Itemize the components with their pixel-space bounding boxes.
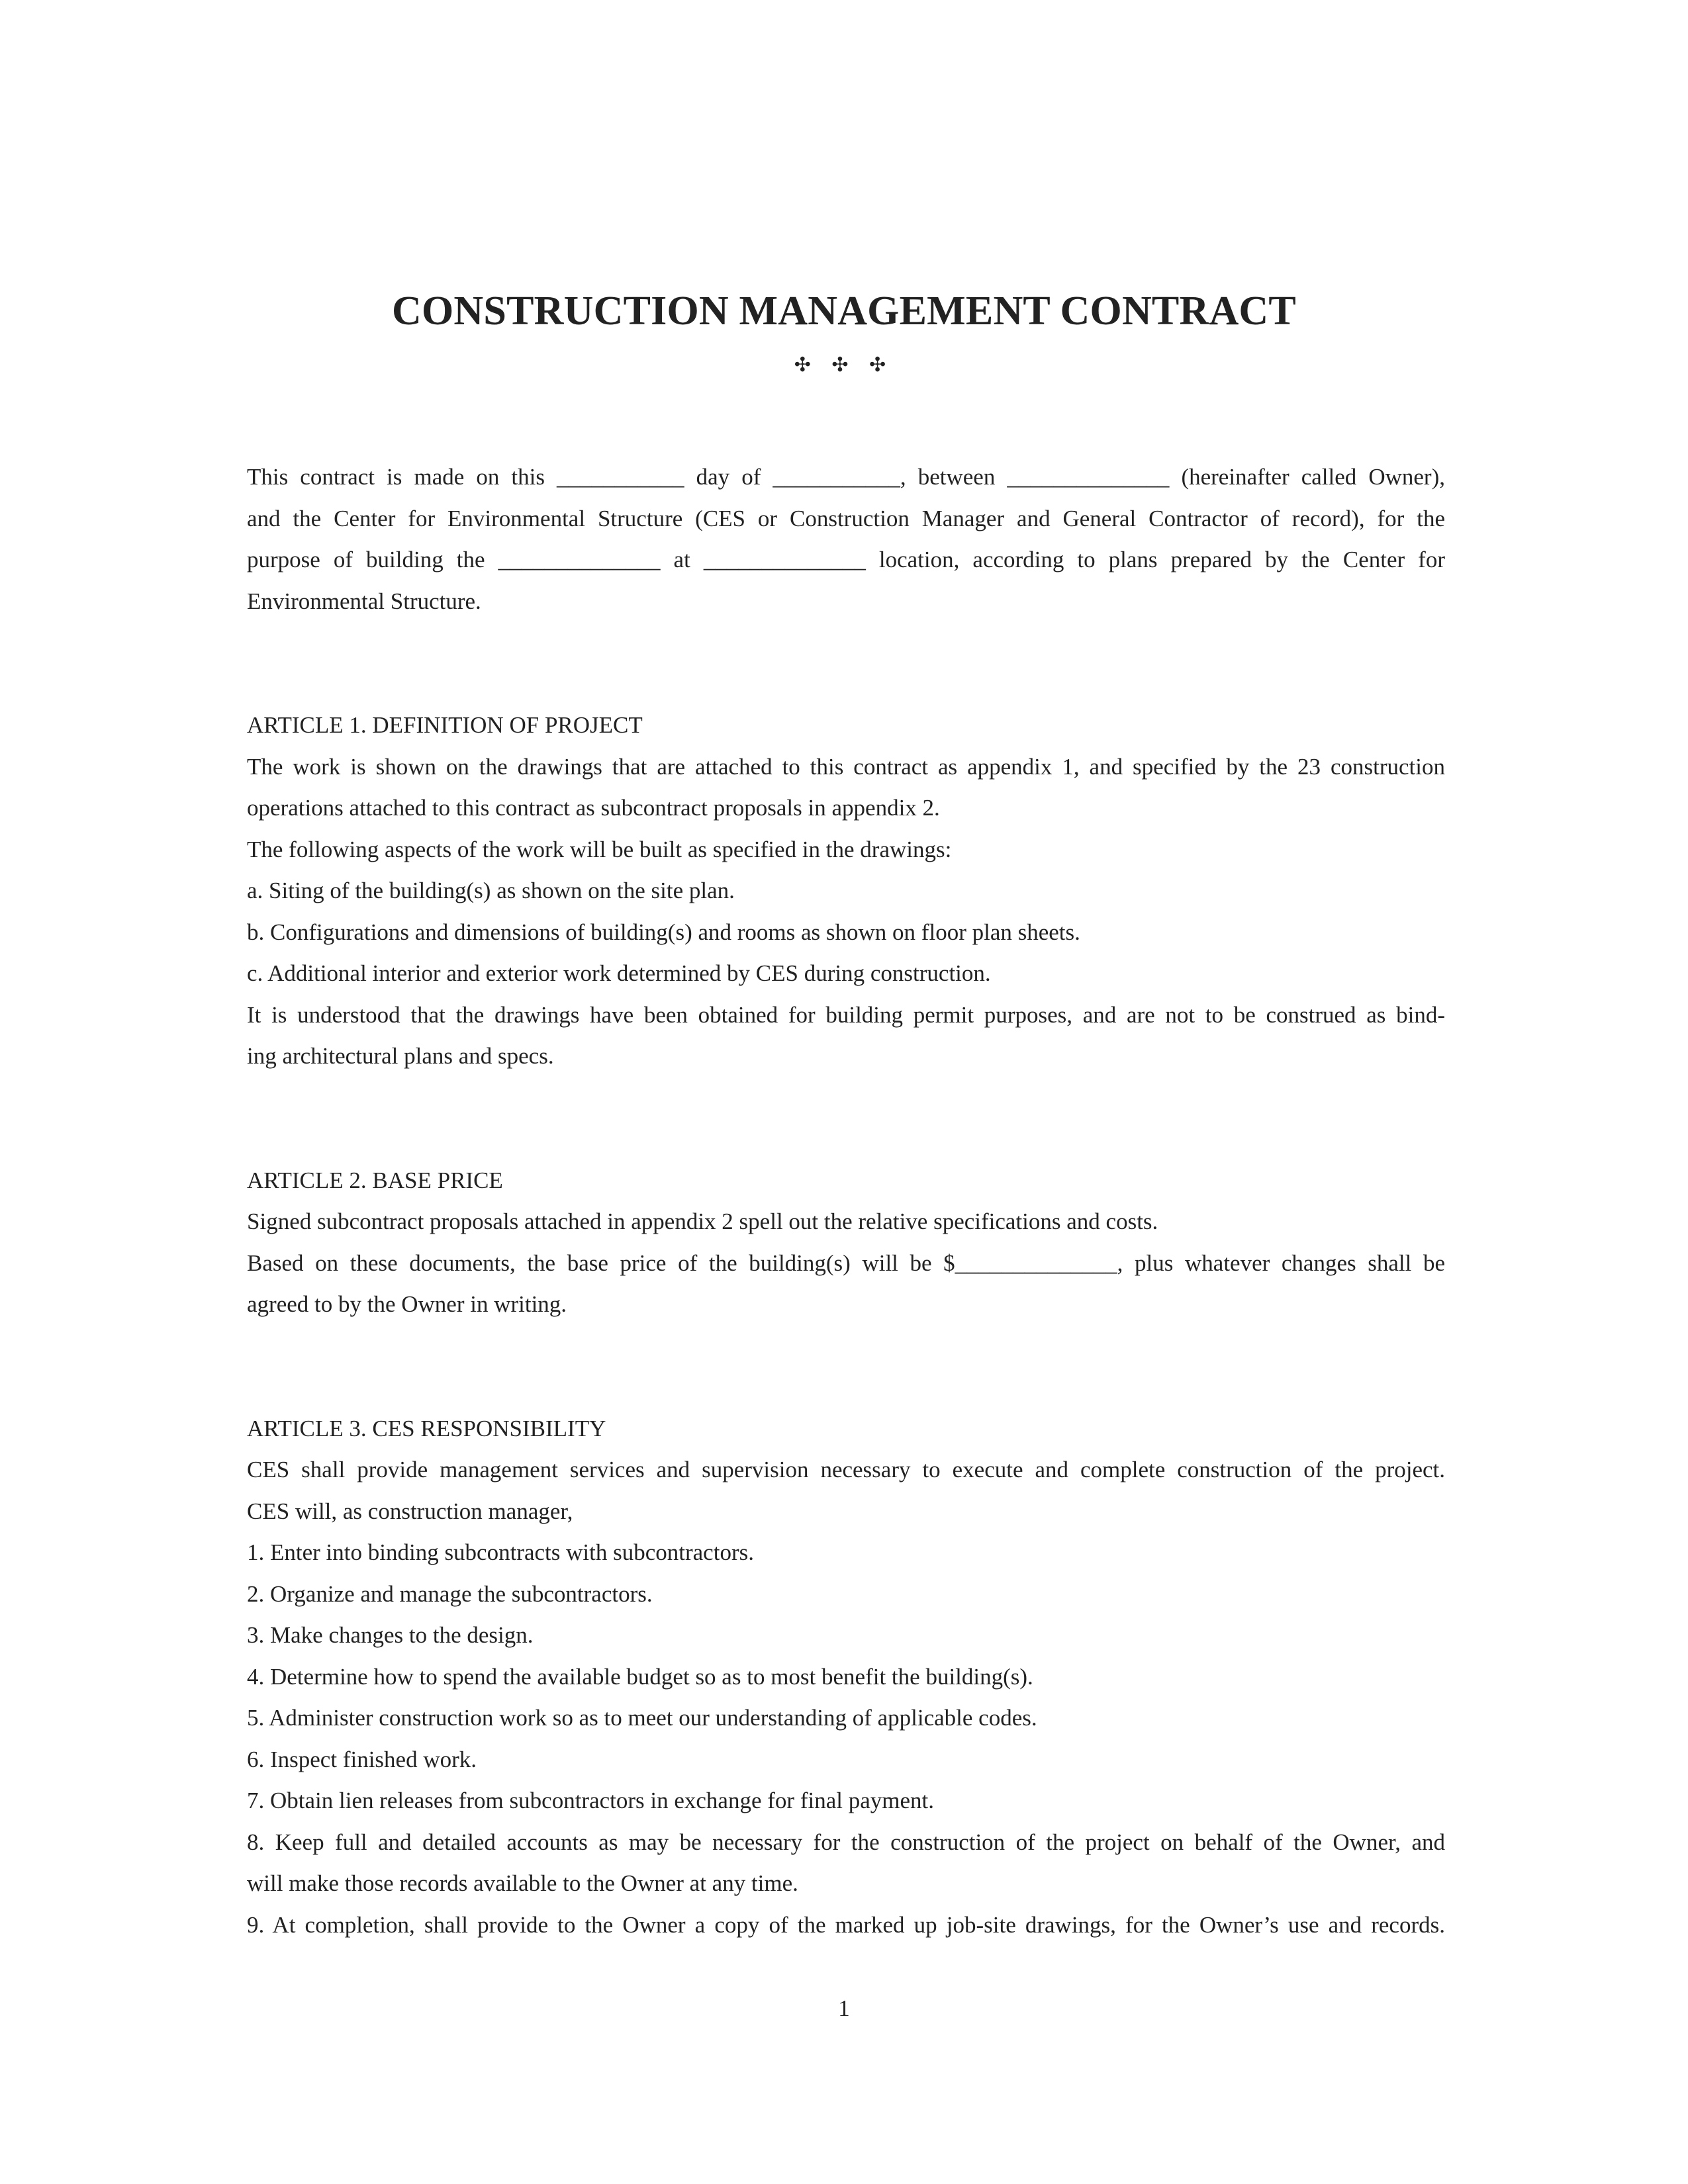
article-line: ing architectural plans and specs. [247, 1043, 554, 1069]
article-line: The following aspects of the work will be built as specified in the drawings: [247, 836, 952, 862]
article-heading: ARTICLE 3. CES RESPONSIBILITY [247, 1415, 606, 1441]
intro-line: Environmental Structure. [247, 588, 481, 614]
article-line: The work is shown on the drawings that are attached to this contract as appendix 1, and specified by the 23 construction [247, 753, 1445, 780]
article-line: Based on these documents, the base price of the building(s) will be $______________, plus whatever changes shall be [247, 1250, 1445, 1276]
list-item: 7. Obtain lien releases from subcontractors in exchange for final payment. [247, 1788, 934, 1813]
intro-line: and the Center for Environmental Structure (CES or Construction Manager and General Contractor of record), for the [247, 505, 1445, 531]
article-line: a. Siting of the building(s) as shown on the site plan. [247, 878, 735, 903]
article-line: b. Configurations and dimensions of building(s) and rooms as shown on floor plan sheets. [247, 919, 1080, 945]
article-3 [247, 1408, 1445, 1946]
article-line: operations attached to this contract as subcontract proposals in appendix 2. [247, 795, 940, 821]
page-number: 1 [838, 1995, 850, 2021]
article-line: CES shall provide management services and supervision necessary to execute and complete construction of the project. [247, 1457, 1445, 1482]
article-heading: ARTICLE 2. BASE PRICE [247, 1167, 503, 1193]
list-item: 9. At completion, shall provide to the Owner a copy of the marked up job-site drawings, for the Owner’s use and records. [247, 1911, 1445, 1938]
article-line: c. Additional interior and exterior work determined by CES during construction. [247, 960, 991, 986]
ornament-divider: ✣ ✣ ✣ [794, 354, 894, 376]
article-line: agreed to by the Owner in writing. [247, 1291, 567, 1317]
list-item: will make those records available to the Owner at any time. [247, 1870, 798, 1896]
list-item: 4. Determine how to spend the available budget so as to most benefit the building(s). [247, 1663, 1033, 1690]
list-item: 2. Organize and manage the subcontractors. [247, 1580, 653, 1607]
list-item: 1. Enter into binding subcontracts with subcontractors. [247, 1539, 754, 1565]
article-line: CES will, as construction manager, [247, 1498, 573, 1524]
list-item: 5. Administer construction work so as to meet our understanding of applicable codes. [247, 1705, 1037, 1731]
intro-line: purpose of building the ______________ at ______________ location, according to plans prepared by the Center for [247, 547, 1445, 572]
list-item: 3. Make changes to the design. [247, 1622, 534, 1648]
article-1 [247, 705, 1445, 1077]
intro-paragraph [247, 457, 1445, 622]
list-item: 6. Inspect finished work. [247, 1746, 477, 1772]
article-2 [247, 1160, 1445, 1326]
document-title: CONSTRUCTION MANAGEMENT CONTRACT [392, 289, 1296, 334]
document-body [247, 457, 1445, 1946]
article-heading: ARTICLE 1. DEFINITION OF PROJECT [247, 712, 643, 738]
list-item: 8. Keep full and detailed accounts as may be necessary for the construction of the project on behalf of the Owner, and [247, 1829, 1445, 1855]
intro-line: This contract is made on this ___________ day of ___________, between ______________ (hereinafter called Owner), [247, 464, 1445, 490]
article-line: Signed subcontract proposals attached in appendix 2 spell out the relative specifications and costs. [247, 1208, 1158, 1234]
article-line: It is understood that the drawings have been obtained for building permit purposes, and are not to be construed as bind- [247, 1001, 1445, 1028]
